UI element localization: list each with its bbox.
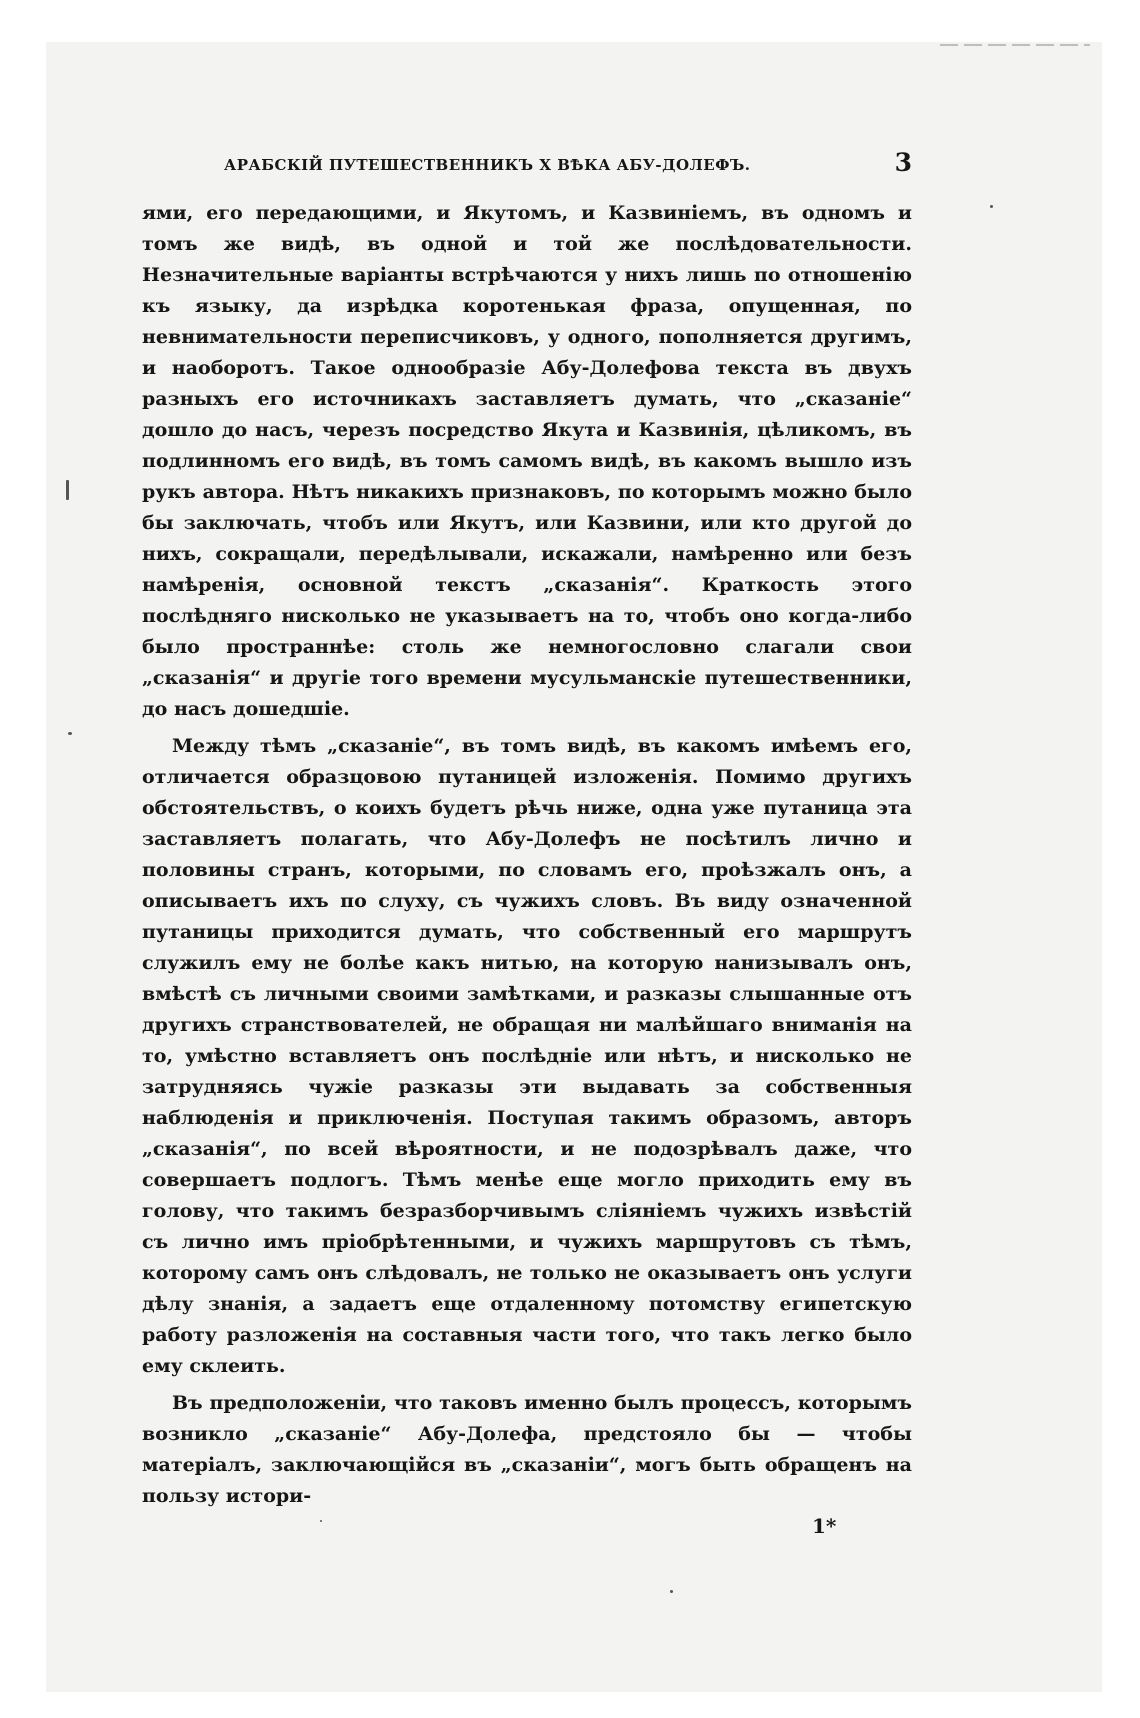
paragraph-2: Между тѣмъ „сказаніе“, въ томъ видѣ, въ какомъ имѣемъ его, отличается образцовою путаницей изложенія. Помимо другихъ обстоятельствъ, о коихъ будетъ рѣчь ниже, одна уже путаница эта заставляетъ полагать, что Абу-Долефъ не посѣтилъ лично и половины странъ, которыми, по словамъ его, проѣзжалъ онъ, а описываетъ ихъ по слуху, съ чужихъ словъ. Въ виду означенной путаницы приходится думать, что собственный его маршрутъ служилъ ему не болѣе какъ нитью, на которую нанизывалъ онъ, вмѣстѣ съ личными своими замѣтками, и разказы слышанные отъ другихъ странствователей, не обращая ни малѣйшаго вниманія на то, умѣстно вставляетъ онъ послѣдніе или нѣтъ, и нисколько не затрудняясь чужіе разказы эти выдавать за собственныя наблюденія и приключенія. Поступая такимъ образомъ, авторъ „сказанія“, по всей вѣроятности, и не подозрѣвалъ даже, что совершаетъ подлогъ. Тѣмъ менѣе еще могло приходить ему въ голову, что такимъ безразборчивымъ сліяніемъ чужихъ извѣстій съ лично имъ пріобрѣтенными, и чужихъ маршрутовъ съ тѣмъ, которому самъ онъ слѣдовалъ, не только не оказываетъ онъ услуги дѣлу знанія, а задаетъ еще отдаленному потомству египетскую работу разложенія на составныя части того, что такъ легко было ему склеить.: [142, 735, 912, 1377]
paragraph-1: ями, его передающими, и Якутомъ, и Казвиніемъ, въ одномъ и томъ же видѣ, въ одной и той же послѣдовательности. Незначительные варіанты встрѣчаются у нихъ лишь по отношенію къ языку, да изрѣдка коротенькая фраза, опущенная, по невнимательности переписчиковъ, у одного, пополняется другимъ, и наоборотъ. Такое однообразіе Абу-Долефова текста въ двухъ разныхъ его источникахъ заставляетъ думать, что „сказаніе“ дошло до насъ, черезъ посредство Якута и Казвинія, цѣликомъ, въ подлинномъ его видѣ, въ томъ самомъ видѣ, въ какомъ вышло изъ рукъ автора. Нѣтъ никакихъ признаковъ, по которымъ можно было бы заключать, чтобъ или Якутъ, или Казвини, или кто другой до нихъ, сокращали, передѣлывали, искажали, намѣренно или безъ намѣренія, основной текстъ „сказанія“. Краткость этого послѣдняго нисколько не указываетъ на то, чтобъ оно когда-либо было пространнѣе: столь же немногословно слагали свои „сказанія“ и другіе того времени мусульманскіе путешественники, до насъ дошедшіе.: [142, 202, 912, 720]
running-header: [142, 148, 912, 188]
signature-mark: 1*: [812, 1514, 837, 1538]
scan-speck: [68, 732, 72, 735]
scan-speck: [66, 480, 69, 500]
top-edge-rule: [940, 44, 1090, 46]
scan-speck: [990, 205, 993, 208]
scan-speck: [670, 1590, 673, 1593]
scan-speck: [320, 1520, 322, 1522]
page-content: [142, 148, 912, 1540]
paragraph-3: Въ предположеніи, что таковъ именно былъ процессъ, которымъ возникло „сказаніе“ Абу-Долефа, предстояло бы — чтобы матеріалъ, заключающійся въ „сказаніи“, могъ быть обращенъ на пользу истори-: [142, 1392, 912, 1507]
page-number: 3: [894, 148, 912, 177]
running-title: АРАБСКIЙ ПУТЕШЕСТВЕННИКЪ Х ВѢКА АБУ-ДОЛЕФЪ.: [224, 156, 751, 174]
